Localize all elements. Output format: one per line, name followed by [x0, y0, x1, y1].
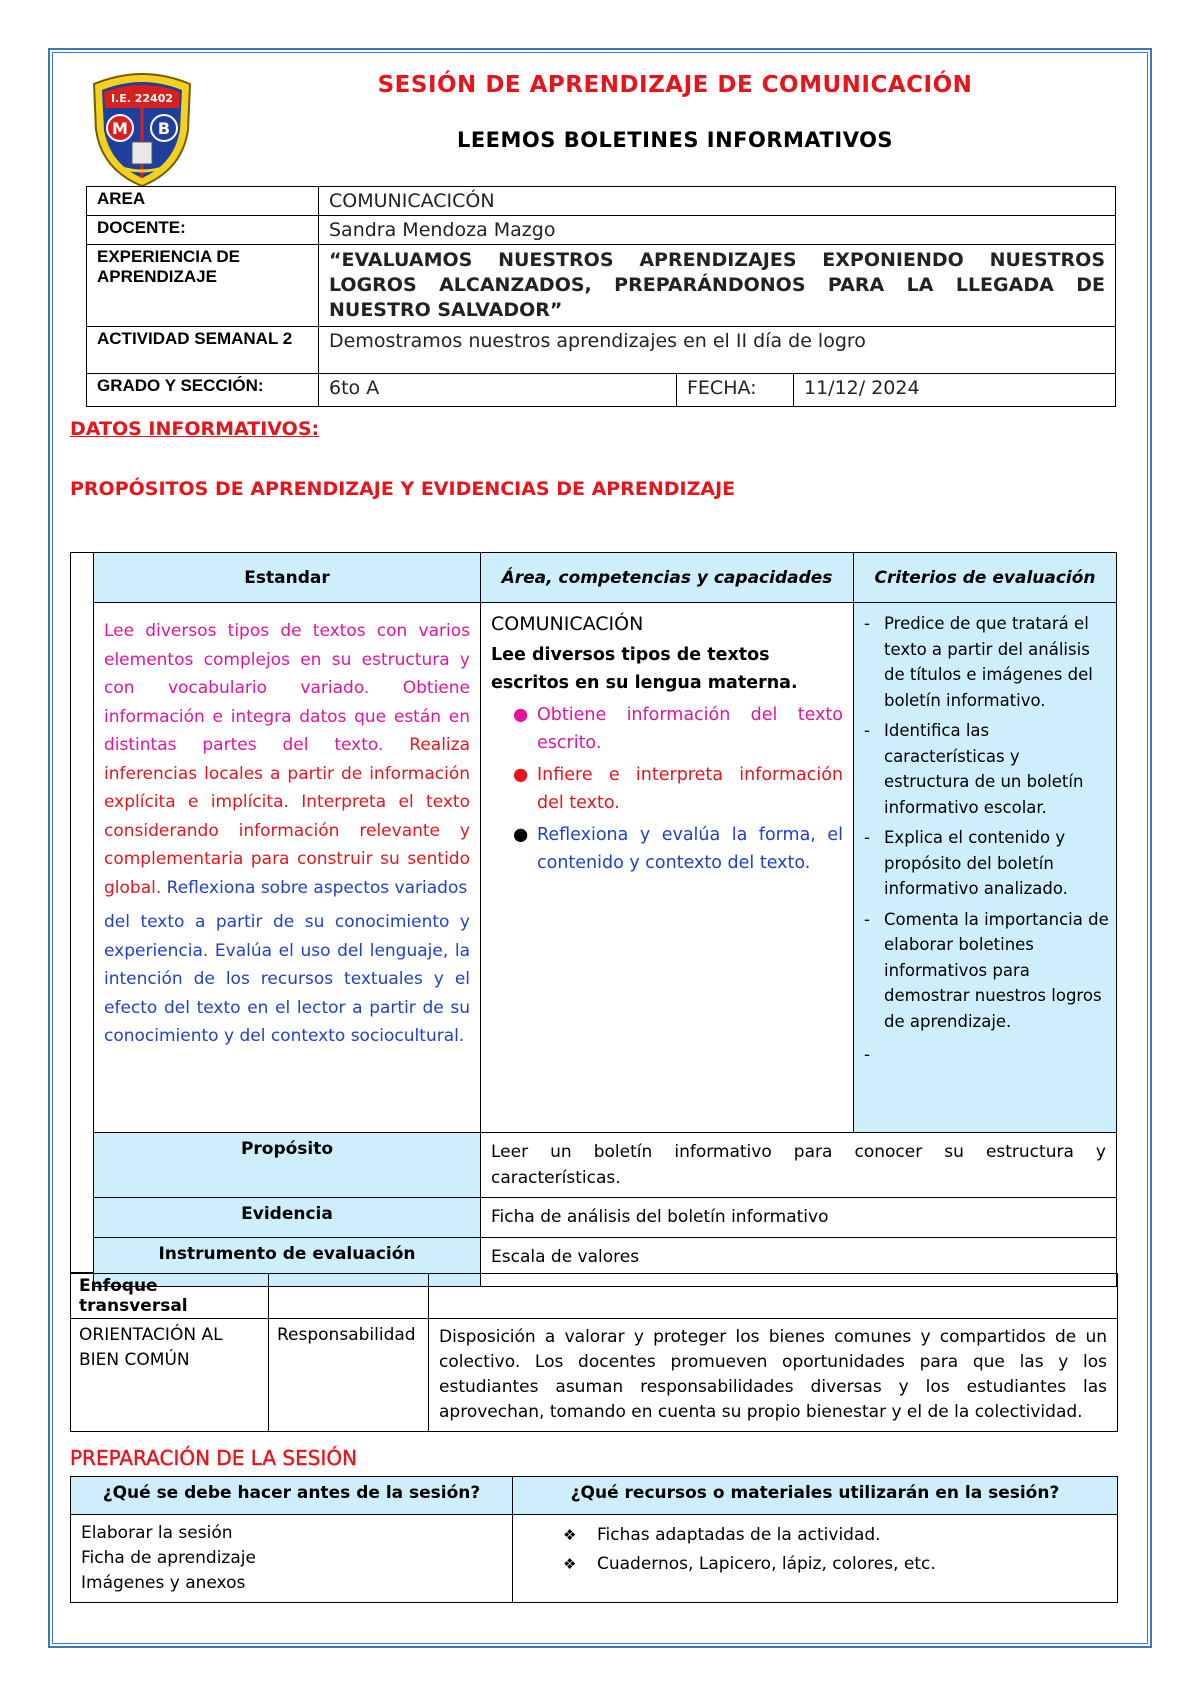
recurso-item	[563, 1550, 1107, 1579]
capacidad-item	[499, 701, 843, 757]
dash-icon: -	[864, 1045, 870, 1064]
preparacion-table	[70, 1476, 1118, 1603]
recursos-cell	[513, 1515, 1118, 1603]
estandar-part-1: Lee diversos tipos de textos con varios elementos complejos en su estructura y con vocabulario variado. Obtiene información e integra datos que están en distintas partes del texto.	[104, 621, 470, 755]
bullet-icon: ●	[513, 825, 529, 845]
recurso-text: Fichas adaptadas de la actividad.	[597, 1525, 881, 1545]
capacidad-item	[499, 761, 843, 817]
header-criterios: Criterios de evaluación	[854, 553, 1117, 603]
evidencia-label: Evidencia	[94, 1198, 481, 1238]
fecha-label: FECHA:	[677, 374, 794, 407]
page-title: SESIÓN DE APRENDIZAJE DE COMUNICACIÓN	[377, 72, 973, 98]
criterios-cell	[854, 603, 1117, 1133]
logo-letter-m: M	[112, 119, 128, 138]
evidencia-value: Ficha de análisis del boletín informativo	[481, 1198, 1117, 1238]
criterio-text: Comenta la importancia de elaborar boletines informativos para demostrar nuestros logros de aprendizaje.	[884, 909, 1109, 1031]
antes-item: Imágenes y anexos	[81, 1573, 246, 1593]
estandar-part-2: Realiza inferencias locales a partir de información explícita e implícita. Interpreta el texto considerando información relevante y complementaria para construir su sentido global.	[104, 735, 470, 898]
criterio-text: Explica el contenido y propósito del boletín informativo analizado.	[884, 828, 1068, 898]
enfoque-table	[70, 1273, 1118, 1432]
dash-icon: -	[864, 614, 870, 633]
logo-text: I.E. 22402	[110, 92, 174, 105]
header-area: Área, competencias y capacidades	[481, 553, 854, 603]
criterio-item	[860, 907, 1110, 1035]
recursos-header: ¿Qué recursos o materiales utilizarán en la sesión?	[513, 1477, 1118, 1515]
actividad-label: ACTIVIDAD SEMANAL 2	[87, 327, 319, 374]
info-table	[86, 186, 1116, 407]
page-subtitle: LEEMOS BOLETINES INFORMATIVOS	[456, 128, 894, 152]
criterio-text: Identifica las características y estructura de un boletín informativo escolar.	[884, 721, 1084, 817]
antes-item: Elaborar la sesión	[81, 1523, 233, 1543]
bullet-icon: ●	[513, 705, 529, 725]
estandar-part-4: del texto a partir de su conocimiento y experiencia. Evalúa el uso del lenguaje, la intención de los recursos textuales y el efecto del texto en el lector a partir de su conocimiento y del contexto sociocultural.	[104, 912, 470, 1046]
propositos-table	[93, 552, 1117, 1287]
recurso-text: Cuadernos, Lapicero, lápiz, colores, etc.	[597, 1554, 936, 1574]
capacidad-item	[499, 821, 843, 877]
recurso-item	[563, 1521, 1107, 1550]
grado-label: GRADO Y SECCIÓN:	[87, 374, 319, 407]
enfoque-nombre: ORIENTACIÓN AL BIEN COMÚN	[71, 1319, 269, 1432]
school-logo	[86, 70, 198, 188]
table-left-strip	[70, 552, 94, 1273]
criterio-item	[860, 825, 1110, 902]
proposito-label: Propósito	[94, 1133, 481, 1198]
dash-icon: -	[864, 909, 870, 929]
experiencia-label: EXPERIENCIA DE APRENDIZAJE	[87, 245, 319, 327]
area-cell	[481, 603, 854, 1133]
antes-item: Ficha de aprendizaje	[81, 1548, 256, 1568]
criterio-item	[860, 611, 1110, 713]
enfoque-header-empty	[429, 1274, 1118, 1319]
capacidad-text: Reflexiona y evalúa la forma, el contenido y contexto del texto.	[537, 825, 843, 873]
criterio-text: Predice de que tratará el texto a partir del análisis de títulos e imágenes del boletín informativo.	[884, 614, 1093, 710]
bullet-icon: ●	[513, 765, 529, 785]
docente-value: Sandra Mendoza Mazgo	[319, 216, 1116, 245]
enfoque-header-empty	[269, 1274, 429, 1319]
instrumento-label: Instrumento de evaluación	[94, 1238, 481, 1287]
dash-icon: -	[864, 721, 870, 740]
header-estandar: Estandar	[94, 553, 481, 603]
section-datos-informativos: DATOS INFORMATIVOS:	[70, 418, 320, 440]
area-title: COMUNICACIÓN	[491, 613, 644, 635]
diamond-bullet-icon: ❖	[563, 1526, 577, 1544]
diamond-bullet-icon: ❖	[563, 1555, 577, 1573]
antes-header: ¿Qué se debe hacer antes de la sesión?	[71, 1477, 513, 1515]
docente-label: DOCENTE:	[87, 216, 319, 245]
instrumento-value: Escala de valores	[481, 1238, 1117, 1287]
area-label: AREA	[87, 187, 319, 216]
criterios-list	[860, 611, 1110, 1064]
area-competencia: Lee diversos tipos de textos escritos en su lengua materna.	[491, 645, 798, 693]
estandar-part-3: Reflexiona sobre aspectos variados	[161, 877, 468, 898]
area-value: COMUNICACICÓN	[319, 187, 1116, 216]
dash-icon: -	[864, 828, 870, 847]
recursos-list	[523, 1521, 1107, 1579]
section-propositos: PROPÓSITOS DE APRENDIZAJE Y EVIDENCIAS DE APRENDIZAJE	[70, 478, 736, 500]
capacidad-text: Infiere e interpreta información del texto.	[537, 765, 843, 813]
proposito-value: Leer un boletín informativo para conocer su estructura y características.	[481, 1133, 1117, 1198]
enfoque-header: Enfoque transversal	[71, 1274, 269, 1319]
logo-letter-b: B	[157, 119, 171, 138]
capacidades-list	[491, 701, 843, 877]
fecha-value: 11/12/ 2024	[794, 374, 1116, 407]
section-preparacion: PREPARACIÓN DE LA SESIÓN	[70, 1446, 358, 1470]
enfoque-descripcion: Disposición a valorar y proteger los bienes comunes y compartidos de un colectivo. Los docentes promueven oportunidades para que las y los estudiantes asuman responsabilidades diversas y los estudiantes las aprovechan, tomando en cuenta su propio bienestar y el de la colectividad.	[429, 1319, 1118, 1432]
estandar-cell	[94, 603, 481, 1133]
experiencia-value: “EVALUAMOS NUESTROS APRENDIZAJES EXPONIENDO NUESTROS LOGROS ALCANZADOS, PREPARÁNDONOS PARA LA LLEGADA DE NUESTRO SALVADOR”	[319, 245, 1116, 327]
criterio-item	[860, 718, 1110, 820]
grado-value: 6to A	[319, 374, 677, 407]
capacidad-text: Obtiene información del texto escrito.	[537, 705, 843, 753]
actividad-value: Demostramos nuestros aprendizajes en el II día de logro	[319, 327, 1116, 374]
antes-cell	[71, 1515, 513, 1603]
enfoque-valor: Responsabilidad	[269, 1319, 429, 1432]
